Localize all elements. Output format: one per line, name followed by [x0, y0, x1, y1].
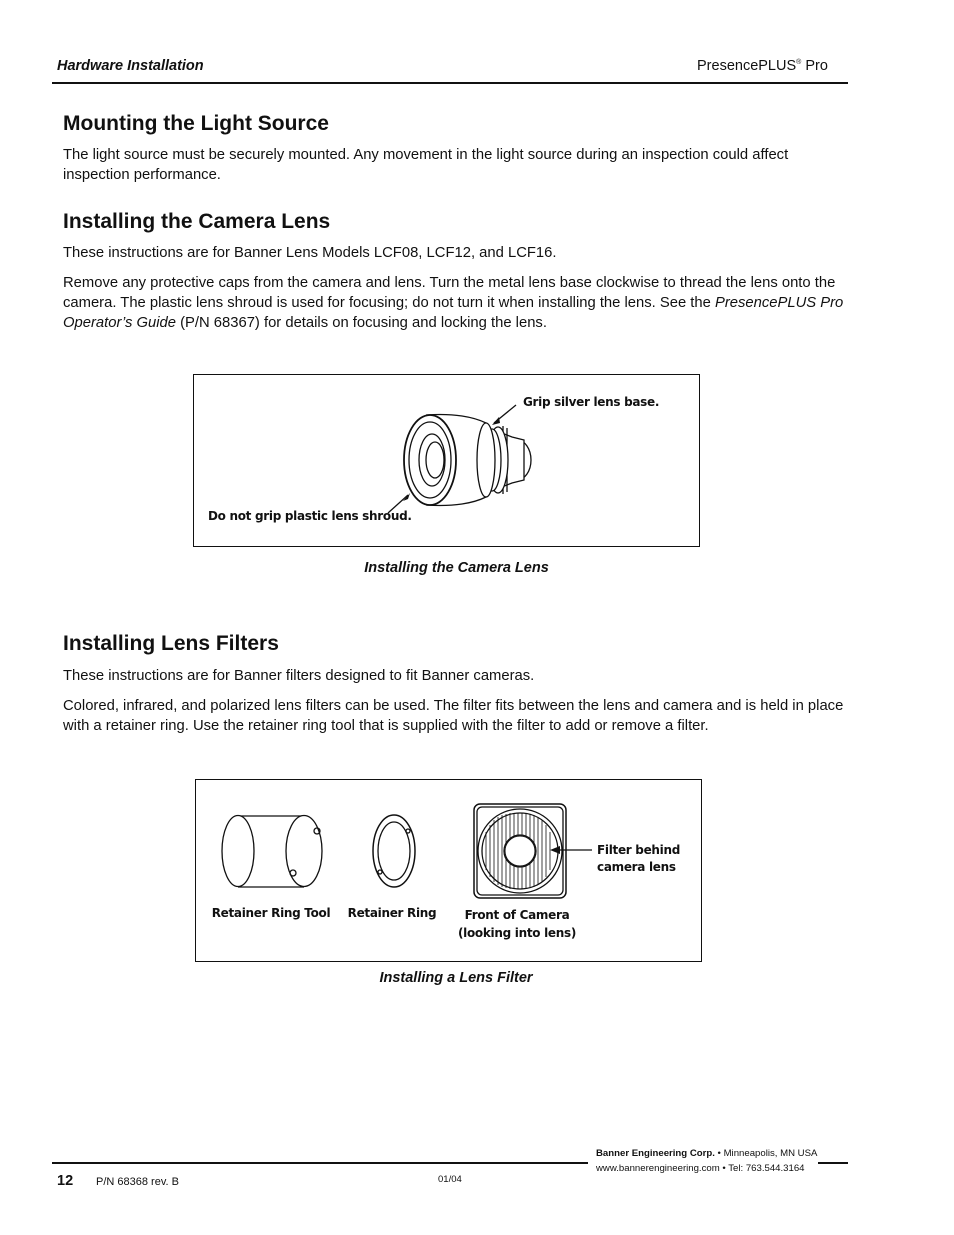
heading-installing-lens: Installing the Camera Lens [63, 210, 331, 233]
label-front-line1: Front of Camera [464, 908, 570, 922]
lens-text-b: (P/N 68367) for details on focusing and locking the lens. [175, 315, 547, 331]
running-header-product [697, 58, 828, 74]
product-name: PresencePLUS [697, 58, 797, 74]
label-retainer-ring-tool: Retainer Ring Tool [211, 906, 331, 920]
heading-installing-filters: Installing Lens Filters [63, 632, 279, 655]
footer-rule-left [52, 1162, 588, 1164]
corp-name: Banner Engineering Corp. [596, 1148, 715, 1159]
label-front-of-camera [452, 906, 582, 942]
label-retainer-ring: Retainer Ring [347, 906, 437, 920]
figure-lens-filter [195, 779, 702, 962]
footer-contact-line: www.bannerengineering.com • Tel: 763.544.3164 [596, 1163, 805, 1174]
paragraph-lens-models: These instructions are for Banner Lens Models LCF08, LCF12, and LCF16. [63, 245, 557, 261]
label-do-not-grip-shroud: Do not grip plastic lens shroud. [208, 509, 412, 523]
part-number: P/N 68368 rev. B [96, 1176, 179, 1188]
corp-location: • Minneapolis, MN USA [714, 1148, 818, 1159]
caption-lens-filter: Installing a Lens Filter [379, 970, 533, 986]
footer-corp-line [596, 1148, 817, 1159]
figure-camera-lens [193, 374, 700, 547]
registered-mark: ® [796, 59, 802, 66]
running-header-section: Hardware Installation [57, 58, 204, 74]
label-filter-line2: camera lens [597, 860, 676, 874]
revision-date: 01/04 [438, 1174, 462, 1185]
lens-text-a: Remove any protective caps from the camera and lens. Turn the metal lens base clockwise to thread the lens onto the camera. The plastic lens shroud is used for focusing; do not turn it when installing the lens. See the [63, 275, 836, 311]
paragraph-light-source: The light source must be securely mounted. Any movement in the light source during an inspection could affect inspection performance. [63, 147, 789, 183]
heading-mounting-light: Mounting the Light Source [63, 112, 329, 135]
footer-rule-right [818, 1162, 848, 1164]
label-front-line2: (looking into lens) [457, 926, 577, 940]
product-suffix: Pro [801, 58, 828, 74]
label-grip-lens-base: Grip silver lens base. [523, 395, 660, 409]
label-filter-line1: Filter behind [597, 843, 681, 857]
caption-camera-lens: Installing the Camera Lens [364, 560, 549, 576]
paragraph-lens-instructions [63, 273, 853, 333]
operators-guide-title: PresencePLUS Pro Operator’s Guide [63, 295, 844, 331]
paragraph-filters-intro: These instructions are for Banner filters designed to fit Banner cameras. [63, 668, 535, 684]
page-number: 12 [57, 1173, 74, 1189]
header-rule [52, 82, 848, 84]
paragraph-filters-instructions: Colored, infrared, and polarized lens filters can be used. The filter fits between the lens and camera and is held in place with a retainer ring. Use the retainer ring tool that is supplied with the filter to add or remove a filter. [63, 698, 844, 734]
label-filter-behind-lens [597, 842, 680, 876]
